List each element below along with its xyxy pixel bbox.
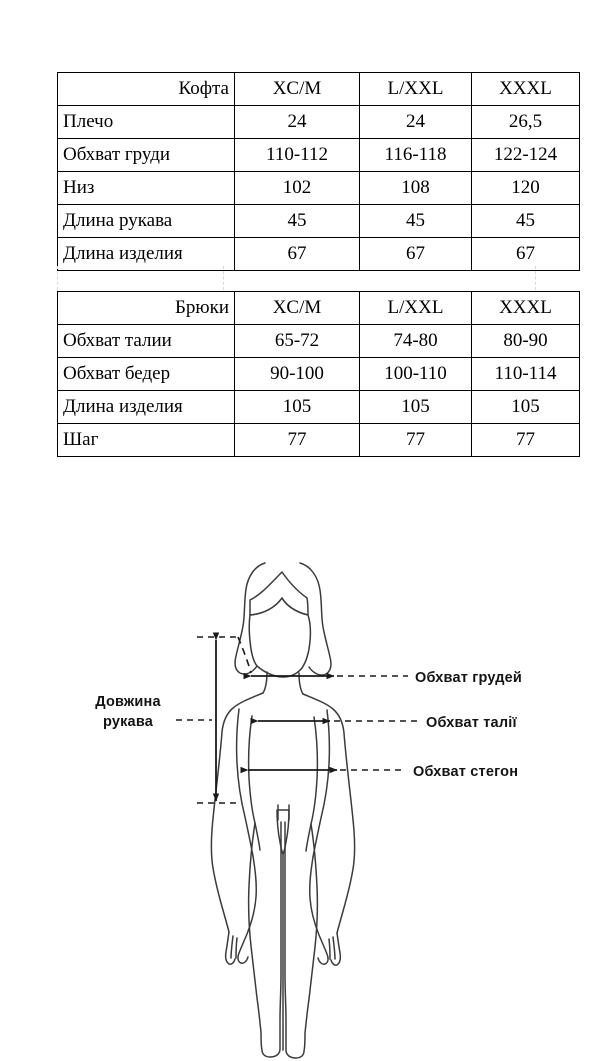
row-value: 80-90 bbox=[472, 325, 580, 358]
row-value: 100-110 bbox=[360, 358, 472, 391]
row-label: Обхват бедер bbox=[58, 358, 235, 391]
hips-measure-label: Обхват стегон bbox=[413, 764, 519, 780]
row-label: Длина изделия bbox=[58, 238, 235, 271]
row-value: 65-72 bbox=[235, 325, 360, 358]
row-label: Длина рукава bbox=[58, 205, 235, 238]
row-value: 24 bbox=[360, 106, 472, 139]
table-row bbox=[58, 424, 580, 457]
row-value: 102 bbox=[235, 172, 360, 205]
row-value: 90-100 bbox=[235, 358, 360, 391]
column-header-size-3: XXXL bbox=[472, 292, 580, 325]
row-value: 120 bbox=[472, 172, 580, 205]
row-label: Плечо bbox=[58, 106, 235, 139]
table-header-row bbox=[58, 292, 580, 325]
column-header-size-3: XXXL bbox=[472, 73, 580, 106]
row-value: 108 bbox=[360, 172, 472, 205]
sleeve-length-label-line2: рукава bbox=[102, 714, 154, 730]
row-value: 116-118 bbox=[360, 139, 472, 172]
row-value: 105 bbox=[472, 391, 580, 424]
column-header-size-1: XC/M bbox=[235, 292, 360, 325]
row-value: 105 bbox=[235, 391, 360, 424]
row-label: Обхват груди bbox=[58, 139, 235, 172]
table-row bbox=[58, 391, 580, 424]
row-value: 67 bbox=[235, 238, 360, 271]
table-row bbox=[58, 172, 580, 205]
row-label: Длина изделия bbox=[58, 391, 235, 424]
row-label: Шаг bbox=[58, 424, 235, 457]
row-value: 67 bbox=[472, 238, 580, 271]
table-row bbox=[58, 106, 580, 139]
table-row bbox=[58, 325, 580, 358]
row-value: 105 bbox=[360, 391, 472, 424]
row-value: 74-80 bbox=[360, 325, 472, 358]
grid-guide-right bbox=[535, 266, 536, 290]
bottoms-size-table bbox=[57, 291, 580, 457]
row-value: 110-112 bbox=[235, 139, 360, 172]
table-row bbox=[58, 358, 580, 391]
row-value: 67 bbox=[360, 238, 472, 271]
table-header-row bbox=[58, 73, 580, 106]
table-row bbox=[58, 205, 580, 238]
row-value: 77 bbox=[472, 424, 580, 457]
grid-guide-mid bbox=[223, 266, 224, 290]
table-row bbox=[58, 238, 580, 271]
column-header-size-1: XC/M bbox=[235, 73, 360, 106]
sleeve-length-label-line1: Довжина bbox=[95, 694, 161, 710]
row-label: Обхват талии bbox=[58, 325, 235, 358]
row-value: 110-114 bbox=[472, 358, 580, 391]
tops-size-table bbox=[57, 72, 580, 271]
row-value: 122-124 bbox=[472, 139, 580, 172]
table-row bbox=[58, 139, 580, 172]
chest-measure-label: Обхват грудей bbox=[415, 670, 523, 686]
column-header-size-2: L/XXL bbox=[360, 73, 472, 106]
waist-measure-label: Обхват талії bbox=[426, 715, 517, 731]
row-value: 45 bbox=[235, 205, 360, 238]
grid-guide-left bbox=[57, 266, 58, 290]
column-header-size-2: L/XXL bbox=[360, 292, 472, 325]
bottoms-table-title: Брюки bbox=[58, 292, 235, 325]
row-value: 45 bbox=[472, 205, 580, 238]
row-value: 24 bbox=[235, 106, 360, 139]
row-value: 77 bbox=[360, 424, 472, 457]
row-value: 77 bbox=[235, 424, 360, 457]
row-value: 45 bbox=[360, 205, 472, 238]
sleeve-length-path bbox=[238, 637, 251, 673]
measurement-diagram bbox=[0, 520, 600, 1061]
tops-table-title: Кофта bbox=[58, 73, 235, 106]
row-label: Низ bbox=[58, 172, 235, 205]
row-value: 26,5 bbox=[472, 106, 580, 139]
